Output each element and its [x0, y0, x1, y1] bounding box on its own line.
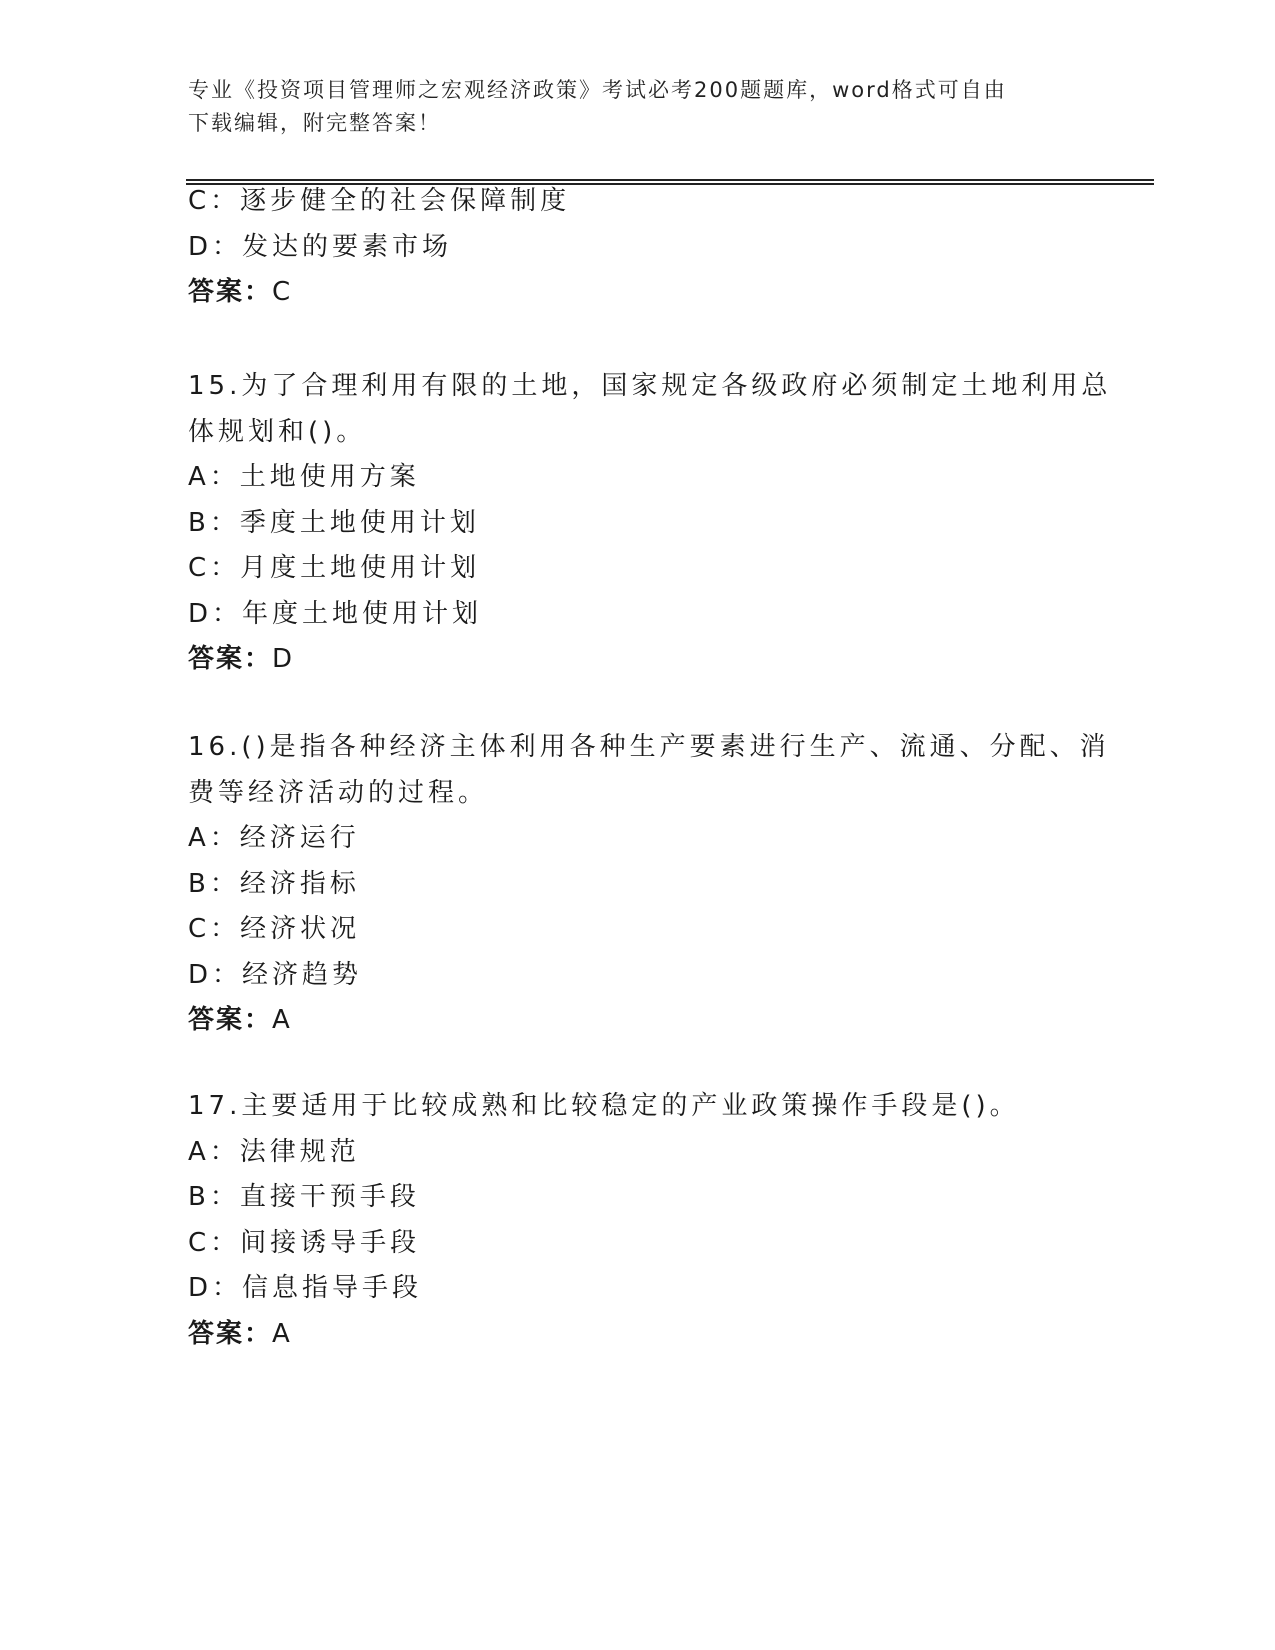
answer-line	[188, 1312, 1088, 1358]
option-b: B：季度土地使用计划	[188, 507, 480, 538]
option-d: D：信息指导手段	[188, 1273, 423, 1303]
question-stem-line-1: 15.为了合理利用有限的土地，国家规定各级政府必须制定土地利用总	[188, 371, 1112, 401]
option-c: C：逐步健全的社会保障制度	[188, 186, 571, 216]
question-14-tail	[188, 179, 1088, 316]
question-stem-line-2: 费等经济活动的过程。	[188, 777, 489, 808]
option-a: A：经济运行	[188, 823, 360, 853]
answer-label: 答案：	[188, 1318, 273, 1349]
question-15	[188, 364, 1112, 683]
question-17	[188, 1084, 1088, 1357]
answer-value: A	[272, 1318, 292, 1349]
option-a: A：土地使用方案	[188, 462, 420, 492]
answer-value: D	[272, 644, 295, 674]
option-d: D：年度土地使用计划	[188, 598, 483, 629]
option-c: C：间接诱导手段	[188, 1227, 421, 1258]
document-header	[188, 74, 1068, 140]
header-line-1: 专业《投资项目管理师之宏观经济政策》考试必考200题题库，word格式可自由	[188, 78, 1007, 102]
answer-line	[188, 998, 1088, 1044]
answer-label: 答案：	[188, 277, 273, 307]
option-c: C：月度土地使用计划	[188, 553, 481, 583]
question-stem-line-1: 17.主要适用于比较成熟和比较稳定的产业政策操作手段是()。	[188, 1091, 1020, 1121]
option-d: D：发达的要素市场	[188, 231, 453, 262]
option-b: B：经济指标	[188, 868, 360, 899]
question-stem-line-2: 体规划和()。	[188, 416, 367, 447]
option-a: A：法律规范	[188, 1136, 360, 1167]
question-16	[188, 725, 1110, 1044]
answer-label: 答案：	[188, 1005, 273, 1035]
answer-line	[188, 637, 1088, 683]
answer-value: C	[272, 277, 293, 307]
answer-label: 答案：	[188, 644, 273, 674]
option-b: B：直接干预手段	[188, 1182, 420, 1212]
header-line-2: 下载编辑，附完整答案！	[188, 111, 441, 135]
answer-value: A	[272, 1005, 292, 1035]
answer-line	[188, 270, 1088, 316]
option-c: C：经济状况	[188, 914, 361, 944]
question-stem-line-1: 16.()是指各种经济主体利用各种生产要素进行生产、流通、分配、消	[188, 732, 1110, 762]
option-d: D：经济趋势	[188, 959, 363, 990]
